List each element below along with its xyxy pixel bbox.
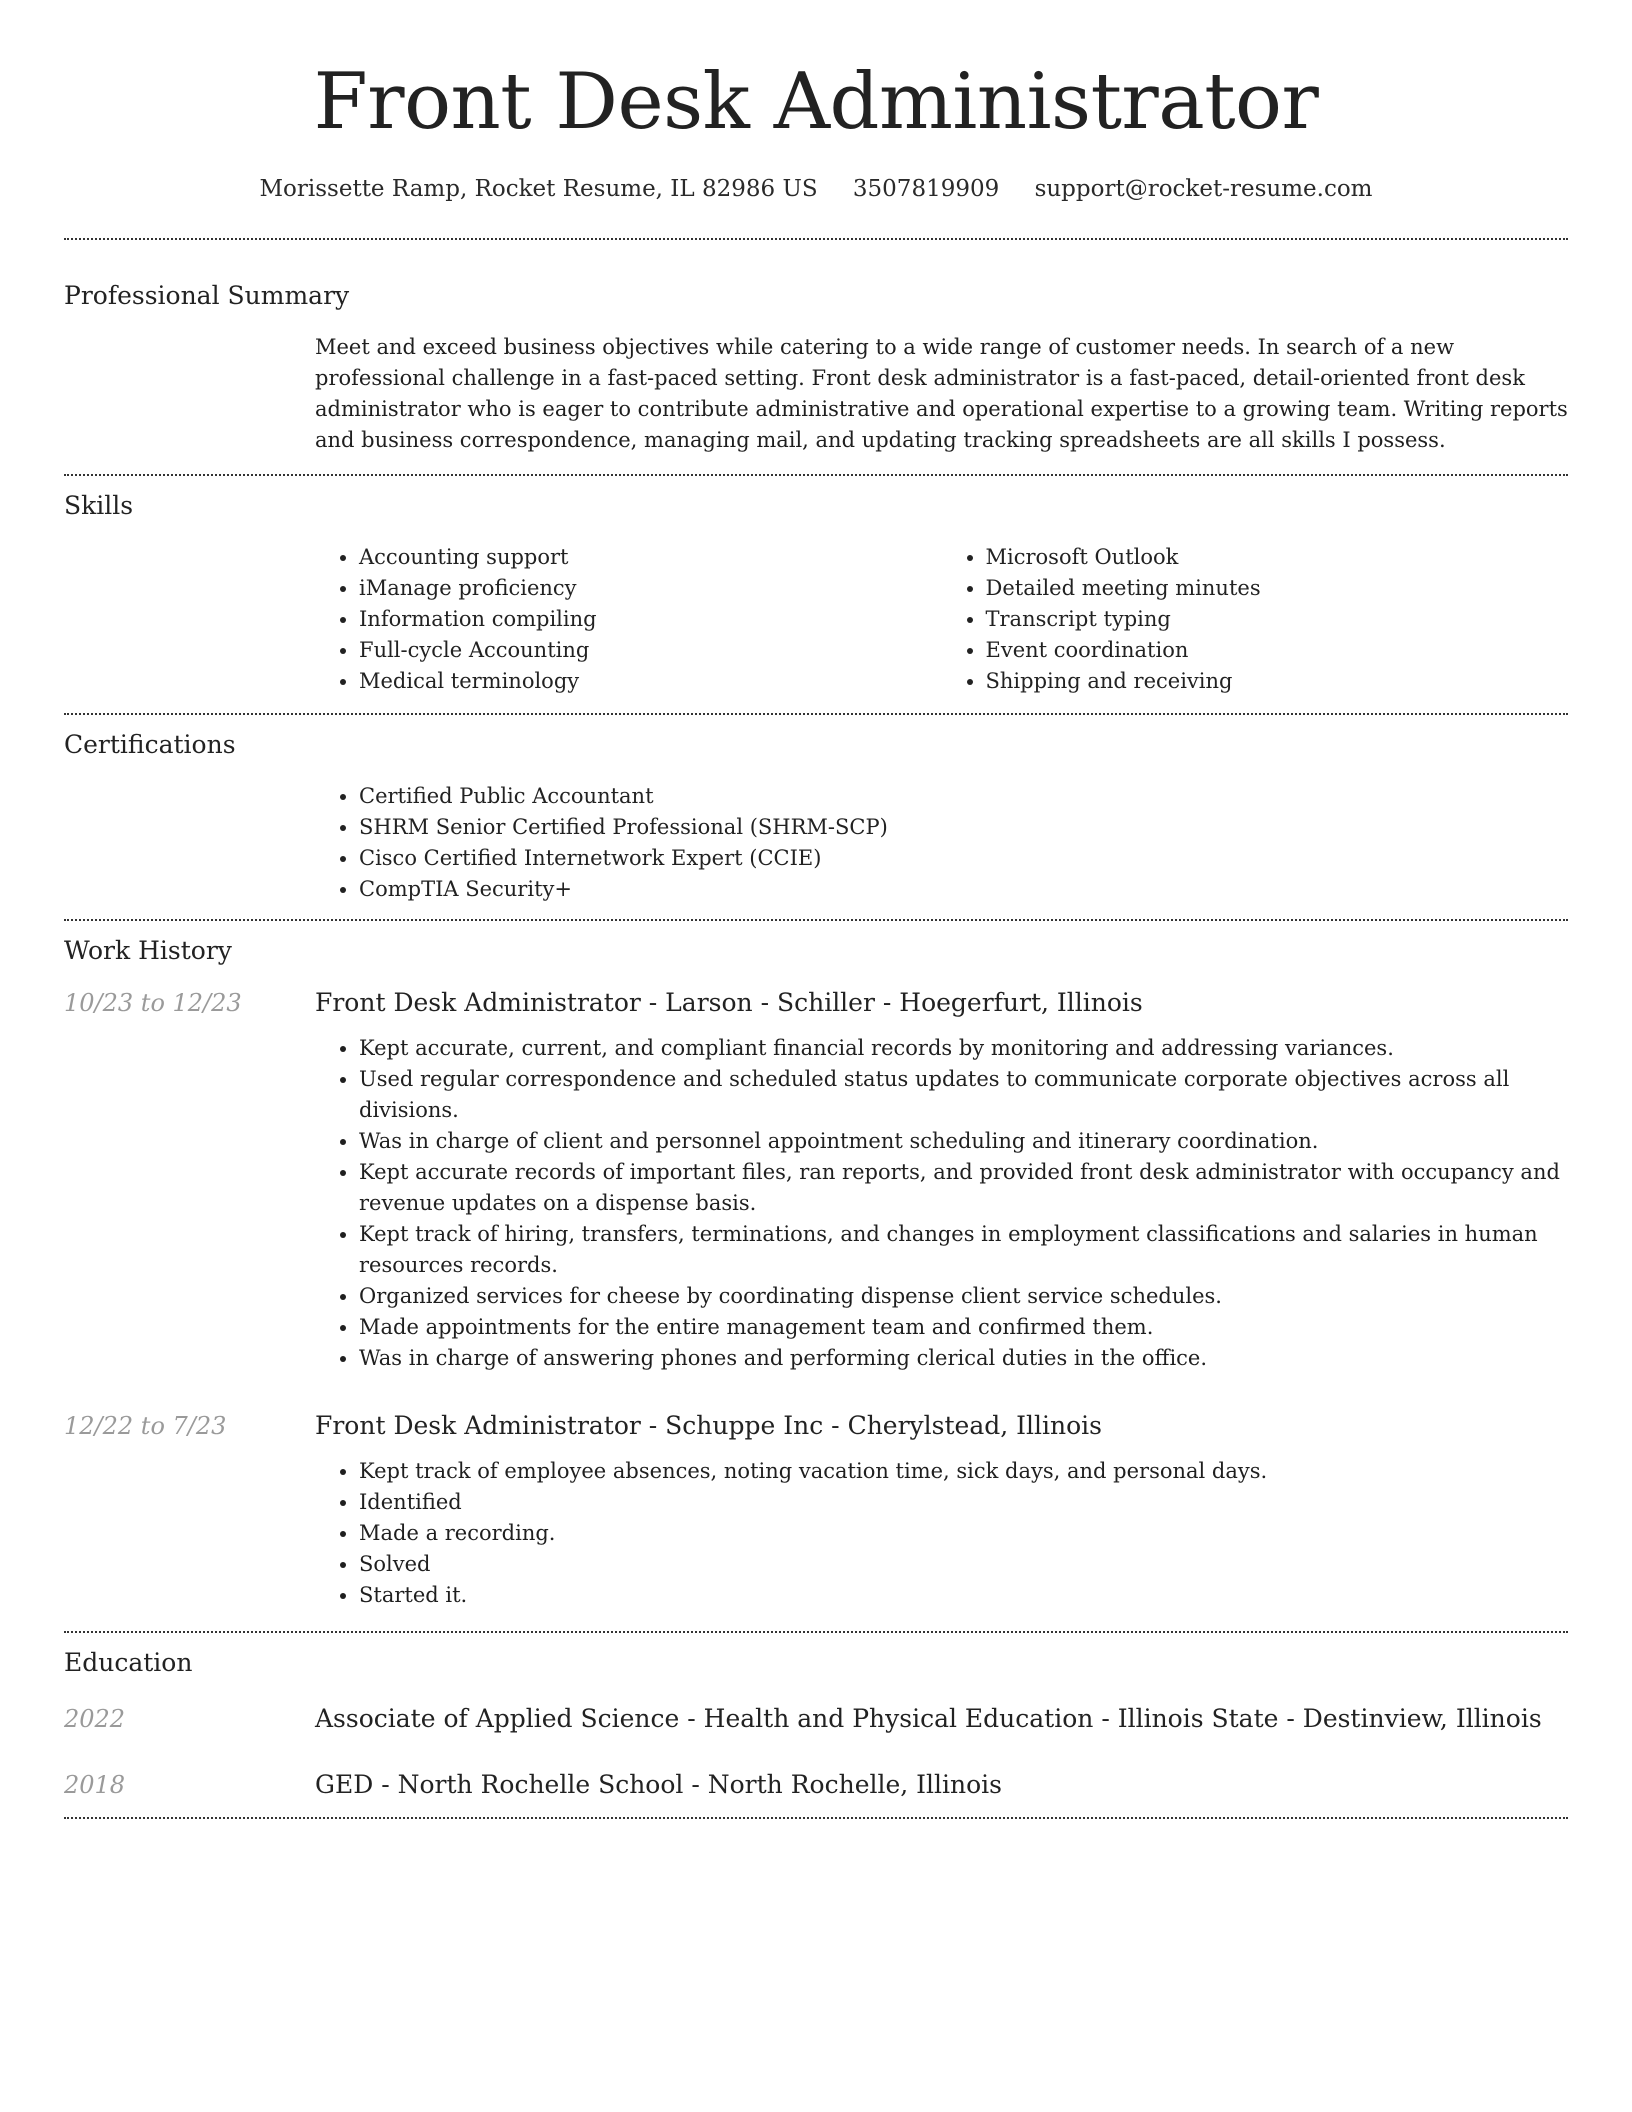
skills-list-right: [942, 542, 1569, 697]
certification-item: • SHRM Senior Certified Professional (SHRM-SCP): [359, 812, 1568, 843]
skill-item: • Shipping and receiving: [986, 666, 1569, 697]
skills-list-left: [315, 542, 942, 697]
education-section: [64, 1633, 1568, 1817]
skill-item: • Medical terminology: [359, 666, 942, 697]
skill-item: • Event coordination: [986, 635, 1569, 666]
job-dates: 10/23 to 12/23: [64, 989, 242, 1017]
job-duties-list: [315, 1033, 1568, 1374]
section-divider: [64, 1817, 1568, 1819]
job-duty: • Kept accurate records of important files, ran reports, and provided front desk administrator with occupancy and revenue updates on a dispense basis.: [359, 1157, 1568, 1219]
skill-item: • iManage proficiency: [359, 573, 942, 604]
candidate-name: Front Desk Administrator: [313, 57, 1319, 147]
job-duty: • Identified: [359, 1487, 1568, 1518]
section-title-work: Work History: [64, 936, 232, 965]
contact-address: Morissette Ramp, Rocket Resume, IL 82986 US: [259, 176, 818, 202]
job-duty: • Was in charge of answering phones and performing clerical duties in the office.: [359, 1343, 1568, 1374]
job-duty: • Made a recording.: [359, 1518, 1568, 1549]
education-entry: [64, 1769, 1568, 1801]
education-year: 2022: [64, 1705, 126, 1733]
certification-item: • Certified Public Accountant: [359, 781, 1568, 812]
education-details: GED - North Rochelle School - North Rochelle, Illinois: [315, 1770, 1003, 1799]
professional-summary-section: [64, 240, 1568, 474]
skill-item: • Transcript typing: [986, 604, 1569, 635]
section-title-education: Education: [64, 1648, 193, 1677]
education-details: Associate of Applied Science - Health and Physical Education - Illinois State - Destinview, Illinois: [315, 1704, 1542, 1733]
job-header: [64, 987, 1568, 1019]
job-heading: Front Desk Administrator - Larson - Schiller - Hoegerfurt, Illinois: [315, 988, 1143, 1017]
contact-phone: 3507819909: [852, 176, 1000, 202]
job-duty: • Organized services for cheese by coordinating dispense client service schedules.: [359, 1281, 1568, 1312]
certifications-content: [315, 781, 1568, 905]
job-duty: • Started it.: [359, 1580, 1568, 1611]
skills-grid: [315, 542, 1568, 697]
job-duty: • Kept accurate, current, and compliant financial records by monitoring and addressing variances.: [359, 1033, 1568, 1064]
contact-email: support@rocket-resume.com: [1034, 176, 1373, 202]
job-heading: Front Desk Administrator - Schuppe Inc - Cherylstead, Illinois: [315, 1411, 1102, 1440]
certifications-section: [64, 715, 1568, 919]
education-year: 2018: [64, 1771, 126, 1799]
job-duty: • Kept track of employee absences, noting vacation time, sick days, and personal days.: [359, 1456, 1568, 1487]
section-title-skills: Skills: [64, 491, 134, 520]
job-duty: • Made appointments for the entire management team and confirmed them.: [359, 1312, 1568, 1343]
job-entry: [64, 987, 1568, 1374]
contact-line: [64, 174, 1568, 204]
skill-item: • Information compiling: [359, 604, 942, 635]
skill-item: • Accounting support: [359, 542, 942, 573]
job-duty: • Was in charge of client and personnel appointment scheduling and itinerary coordination.: [359, 1126, 1568, 1157]
job-duty: • Kept track of hiring, transfers, terminations, and changes in employment classifications and salaries in human resources records.: [359, 1219, 1568, 1281]
skill-item: • Microsoft Outlook: [986, 542, 1569, 573]
certification-item: • CompTIA Security+: [359, 874, 1568, 905]
work-history-section: [64, 921, 1568, 1631]
skill-item: • Full-cycle Accounting: [359, 635, 942, 666]
job-dates: 12/22 to 7/23: [64, 1412, 227, 1440]
skills-section: [64, 476, 1568, 713]
skill-item: • Detailed meeting minutes: [986, 573, 1569, 604]
job-duties-list: [315, 1456, 1568, 1611]
education-entry: [64, 1703, 1568, 1735]
certification-item: • Cisco Certified Internetwork Expert (CCIE): [359, 843, 1568, 874]
job-duty: • Solved: [359, 1549, 1568, 1580]
summary-text: Meet and exceed business objectives while catering to a wide range of customer needs. In search of a new professional challenge in a fast-paced setting. Front desk administrator is a fast-paced, detail-oriented front desk administrator who is eager to contribute administrative and operational expertise to a growing team. Writing reports and business correspondence, managing mail, and updating tracking spreadsheets are all skills I possess.: [315, 335, 1568, 452]
section-title-summary: Professional Summary: [64, 281, 350, 310]
job-header: [64, 1410, 1568, 1442]
job-entry: [64, 1410, 1568, 1611]
certifications-list: [315, 781, 1568, 905]
job-duty: • Used regular correspondence and scheduled status updates to communicate corporate objectives across all divisions.: [359, 1064, 1568, 1126]
section-title-certifications: Certifications: [64, 730, 236, 759]
